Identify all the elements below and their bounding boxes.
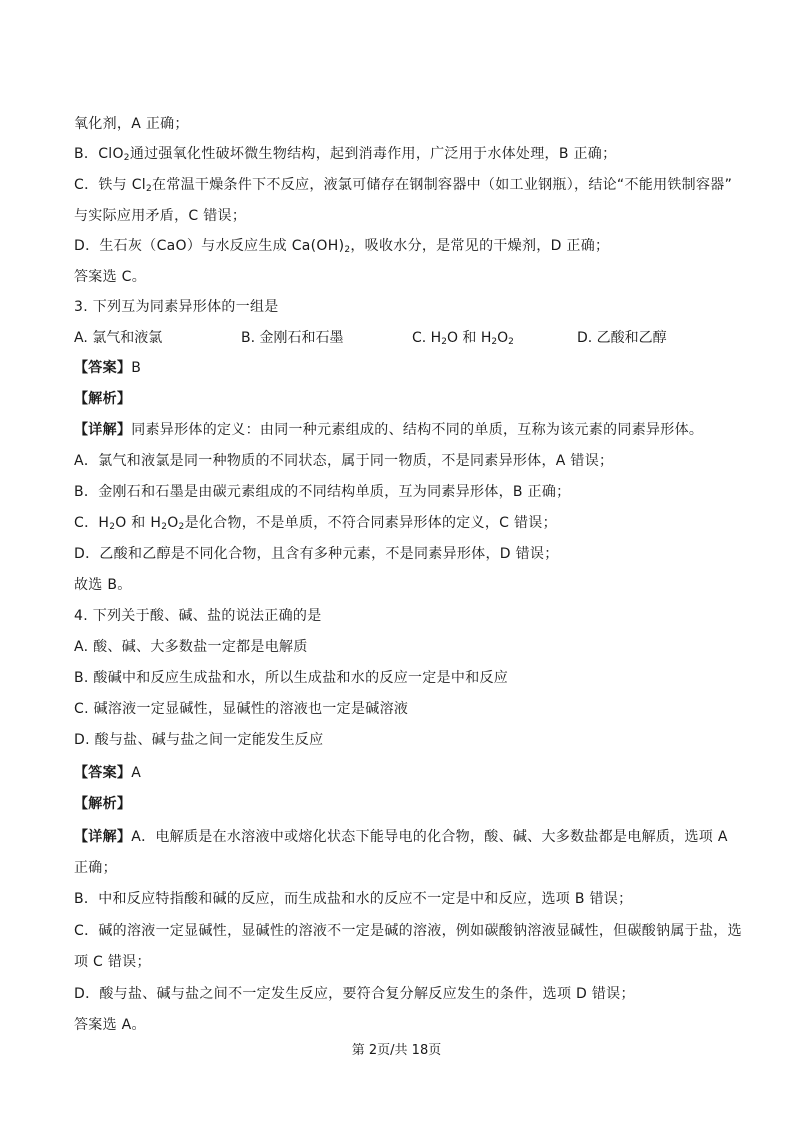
q4-answer: 【答案】A	[74, 765, 142, 781]
q3-answer: 【答案】B	[74, 360, 142, 376]
text-line: B．金刚石和石墨是由碳元素组成的不同结构单质，互为同素异形体，B 正确；	[74, 484, 571, 500]
question-3-stem: 3. 下列互为同素异形体的一组是	[74, 299, 279, 315]
text-line: C．碱的溶液一定显碱性，显碱性的溶液不一定是碱的溶液，例如碳酸钠溶液显碱性，但碳酸钠属于盐，选	[74, 923, 742, 939]
text-line: 答案选 C。	[74, 269, 147, 285]
q4-detail: 【详解】A．电解质是在水溶液中或熔化状态下能导电的化合物，酸、碱、大多数盐都是电解质，选项 A	[74, 829, 728, 845]
text-line: A．氯气和液氯是同一种物质的不同状态，属于同一物质，不是同素异形体，A 错误；	[74, 453, 614, 469]
text-line: 答案选 A。	[74, 1017, 146, 1033]
text-line: D．生石灰（CaO）与水反应生成 $Ca(OH)_2$，吸收水分，是常见的干燥剂，D 正确；	[74, 238, 610, 255]
q4-option-d: D. 酸与盐、碱与盐之间一定能发生反应	[74, 732, 324, 748]
q3-option-b: B. 金刚石和石墨	[241, 330, 344, 346]
q3-option-c: C. $H_2O$ 和 $H_2O_2$	[412, 330, 514, 347]
text-line: D．乙酸和乙醇是不同化合物，且含有多种元素，不是同素异形体，D 错误；	[74, 546, 559, 562]
text-line: 与实际应用矛盾，C 错误；	[74, 208, 247, 224]
q3-analysis-label: 【解析】	[74, 391, 132, 407]
text-line: 故选 B。	[74, 577, 132, 593]
q4-option-a: A. 酸、碱、大多数盐一定都是电解质	[74, 639, 308, 655]
text-line: B．中和反应特指酸和碱的反应，而生成盐和水的反应不一定是中和反应，选项 B 错误；	[74, 891, 633, 907]
q3-detail: 【详解】同素异形体的定义：由同一种元素组成的、结构不同的单质，互称为该元素的同素异形体。	[74, 422, 704, 438]
text-line: 正确；	[74, 860, 117, 876]
q4-option-c: C. 碱溶液一定显碱性，显碱性的溶液也一定是碱溶液	[74, 701, 409, 717]
q4-option-b: B. 酸碱中和反应生成盐和水，所以生成盐和水的反应一定是中和反应	[74, 670, 509, 686]
text-line: 氧化剂，A 正确；	[74, 116, 189, 132]
text-line: C．$H_2O$ 和 $H_2O_2$是化合物，不是单质，不符合同素异形体的定义，C 错误；	[74, 515, 557, 532]
question-4-stem: 4. 下列关于酸、碱、盐的说法正确的是	[74, 608, 322, 624]
q4-analysis-label: 【解析】	[74, 796, 132, 812]
q3-option-d: D. 乙酸和乙醇	[577, 330, 667, 346]
q3-option-a: A. 氯气和液氯	[74, 330, 163, 346]
text-line: C．铁与 $Cl_2$在常温干燥条件下不反应，液氯可储存在钢制容器中（如工业钢瓶），结论“不能用铁制容器”	[74, 177, 733, 194]
text-line: 项 C 错误；	[74, 954, 151, 970]
text-line: B．ClO$_2$通过强氧化性破坏微生物结构，起到消毒作用，广泛用于水体处理，B 正确；	[74, 146, 617, 163]
text-line: D．酸与盐、碱与盐之间不一定发生反应，要符合复分解反应发生的条件，选项 D 错误；	[74, 986, 635, 1002]
page-footer: 第 2页/共 18页	[351, 1043, 442, 1058]
